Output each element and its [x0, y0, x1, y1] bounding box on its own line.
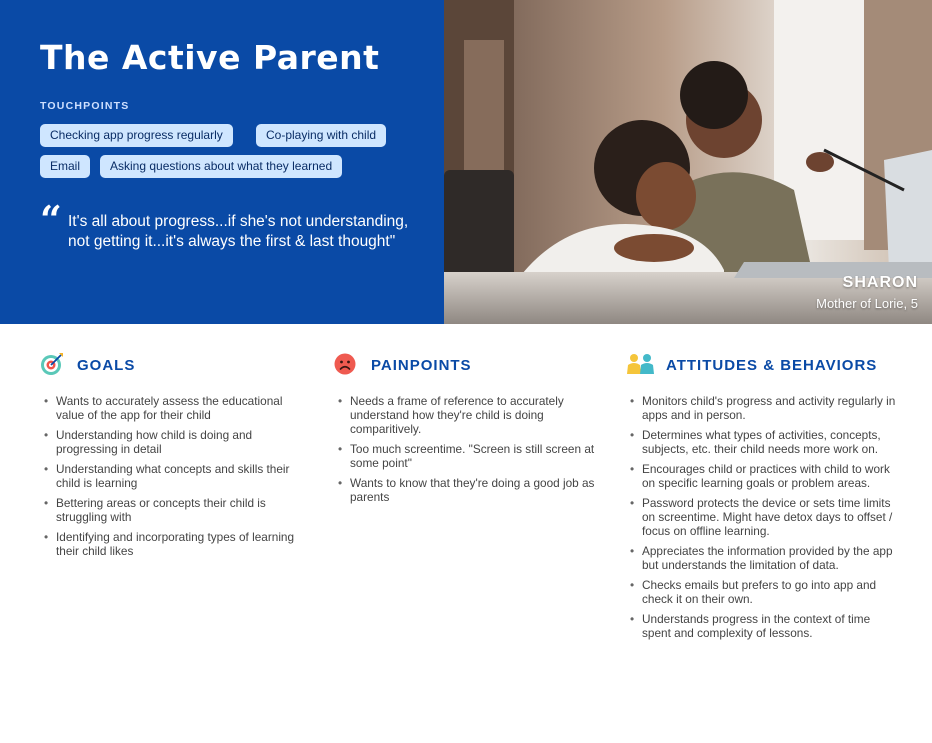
touchpoint-chip: Email	[40, 155, 90, 178]
painpoints-section	[334, 352, 596, 510]
list-item: • Bettering areas or concepts their child is struggling with	[40, 496, 302, 524]
list-item: • Understanding how child is doing and progressing in detail	[40, 428, 302, 456]
list-item: • Too much screentime. "Screen is still screen at some point"	[334, 442, 596, 470]
persona-quote: It's all about progress...if she's not understanding, not getting it...it's always the first & last thought"	[68, 213, 409, 250]
list-item: • Understanding what concepts and skills their child is learning	[40, 462, 302, 490]
sad-face-icon	[334, 352, 358, 376]
persona-role: Mother of Lorie, 5	[816, 296, 918, 311]
target-icon	[40, 352, 64, 376]
painpoints-list	[334, 394, 596, 504]
touchpoint-chip: Co-playing with child	[256, 124, 386, 147]
list-item: • Determines what types of activities, concepts, subjects, etc. their child needs more work on.	[626, 428, 896, 456]
attitudes-list	[626, 394, 896, 640]
goals-title: GOALS	[77, 357, 136, 374]
goals-header	[40, 352, 302, 378]
page-title: The Active Parent	[40, 38, 380, 77]
list-item: • Checks emails but prefers to go into app and check it on their own.	[626, 578, 896, 606]
attitudes-title: ATTITUDES & BEHAVIORS	[666, 357, 878, 374]
touchpoint-chip: Asking questions about what they learned	[100, 155, 342, 178]
painpoints-header	[334, 352, 596, 378]
list-item: • Password protects the device or sets time limits on screentime. Might have detox days to offset / focus on offline learning.	[626, 496, 896, 538]
persona-hero	[0, 0, 932, 324]
list-item: • Appreciates the information provided by the app but understands the limitation of data.	[626, 544, 896, 572]
painpoints-title: PAINPOINTS	[371, 357, 472, 374]
hero-panel	[0, 0, 444, 324]
list-item: • Wants to accurately assess the educational value of the app for their child	[40, 394, 302, 422]
goals-section	[40, 352, 302, 564]
goals-list	[40, 394, 302, 558]
list-item: • Encourages child or practices with child to work on specific learning goals or problem areas.	[626, 462, 896, 490]
list-item: • Wants to know that they're doing a good job as parents	[334, 476, 596, 504]
list-item: • Understands progress in the context of time spent and complexity of lessons.	[626, 612, 896, 640]
touchpoint-chip: Checking app progress regularly	[40, 124, 233, 147]
persona-name: SHARON	[842, 274, 918, 291]
quote-mark-icon: “	[40, 197, 62, 242]
people-icon	[626, 352, 656, 376]
persona-photo	[444, 0, 932, 324]
attitudes-section	[626, 352, 896, 646]
touchpoints-label: TOUCHPOINTS	[40, 100, 130, 112]
list-item: • Identifying and incorporating types of learning their child likes	[40, 530, 302, 558]
attitudes-header	[626, 352, 896, 378]
list-item: • Needs a frame of reference to accurately understand how they're child is doing comparitively.	[334, 394, 596, 436]
list-item: • Monitors child's progress and activity regularly in apps and in person.	[626, 394, 896, 422]
